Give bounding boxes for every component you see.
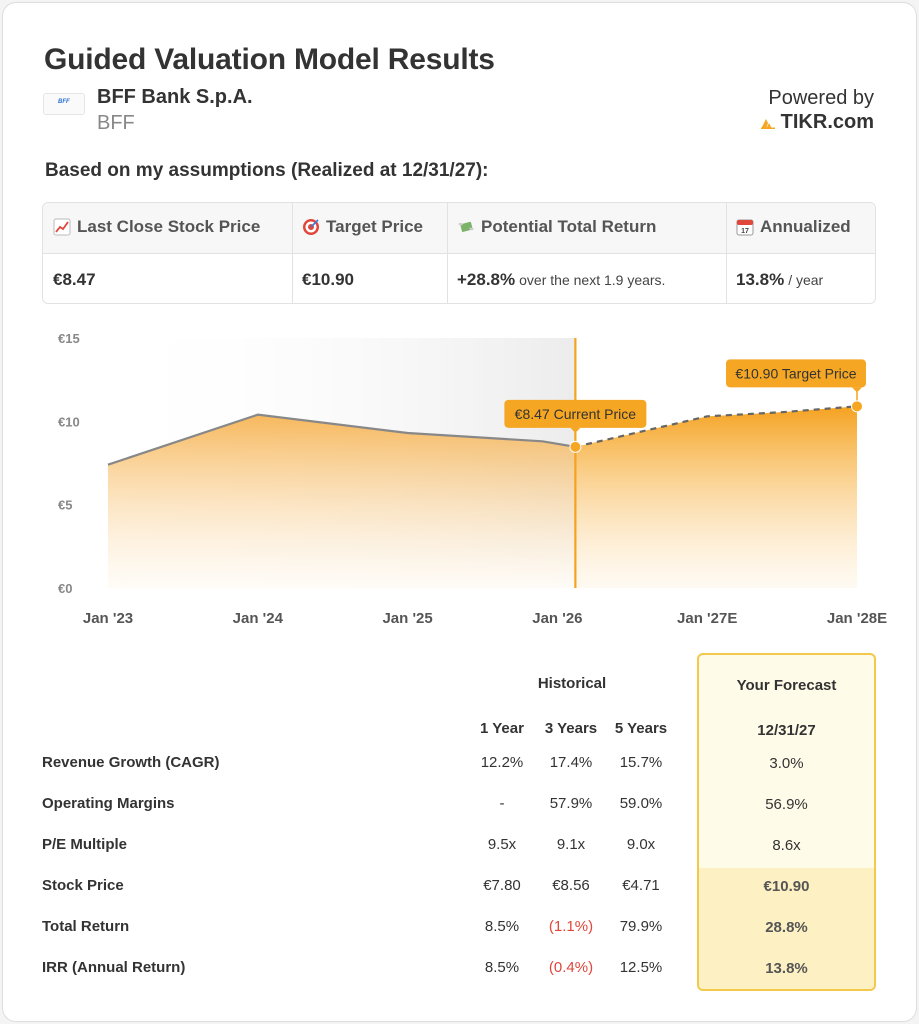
stat-value-annualized [736,270,823,290]
forecast-cell: €10.90 [763,878,810,895]
x-tick-label: Jan '25 [382,610,433,627]
stat-label-text: Potential Total Return [481,217,657,236]
forecast-cell: 28.8% [765,919,808,936]
table-cell: 9.5x [487,836,517,853]
forecast-table [0,640,919,1020]
table-cell: - [499,795,505,812]
x-tick-label: Jan '27E [677,610,738,627]
table-cell: €4.71 [622,877,660,894]
table-cell: 12.5% [619,959,663,976]
col-header-3y: 3 Years [544,720,598,737]
row-label: Stock Price [42,877,124,894]
annotation-point [852,401,863,412]
row-label: Revenue Growth (CAGR) [42,754,220,771]
stat-label-return [457,217,656,237]
table-cell: (1.1%) [548,918,594,935]
table-cell: 8.5% [484,959,520,976]
y-tick-label: €5 [58,497,73,513]
annotation-label: €10.90 Target Price [735,365,857,382]
stat-value-text: 13.8% [736,270,785,289]
stats-divider [447,203,448,303]
stat-label-annualized [736,217,851,237]
table-cell: €8.56 [552,877,590,894]
page-title: Guided Valuation Model Results [44,43,495,76]
forecast-header: Your Forecast [736,677,837,694]
brand-name: TIKR.com [780,111,874,133]
target-icon [302,218,320,236]
calendar-icon [736,218,754,236]
table-cell: 79.9% [619,918,663,935]
table-cell: 15.7% [619,754,663,771]
table-cell: €7.80 [483,877,521,894]
company-logo [43,93,85,115]
forecast-cell: 8.6x [772,837,801,854]
row-label: Total Return [42,918,130,935]
stat-value-return [457,270,665,290]
table-cell: 12.2% [480,754,524,771]
money-wings-icon [457,218,475,236]
x-tick-label: Jan '26 [532,610,583,627]
brand-link[interactable] [761,111,874,134]
x-tick-label: Jan '28E [826,610,888,627]
forecast-cell: 56.9% [765,796,808,813]
summary-stats [42,202,876,304]
price-chart [0,320,919,640]
table-cell: 9.1x [556,836,586,853]
company-ticker: BFF [97,112,135,134]
stat-label-text: Last Close Stock Price [77,217,261,236]
annotation-label: €8.47 Current Price [514,405,637,422]
forecast-area [575,406,857,588]
stats-divider [292,203,293,303]
forecast-cell: 3.0% [769,755,804,772]
historical-header: Historical [537,675,607,692]
col-header-1y: 1 Year [480,720,524,737]
stat-label-target [302,217,423,237]
y-tick-label: €15 [58,331,80,346]
row-label: Operating Margins [42,795,175,812]
tikr-logo-icon [761,117,775,129]
company-name: BFF Bank S.p.A. [97,86,253,108]
y-tick-label: €0 [58,581,73,596]
stat-value-last-close [53,270,96,290]
chart-increasing-icon [53,218,71,236]
stat-value-text: €8.47 [53,270,96,289]
stat-value-text: +28.8% [457,270,516,289]
assumptions-subtitle: Based on my assumptions (Realized at 12/31/27): [45,160,489,181]
stat-value-suffix: / year [788,272,824,288]
x-tick-label: Jan '24 [232,610,283,627]
col-header-5y: 5 Years [614,720,668,737]
svg-text:17: 17 [741,228,749,235]
annotation-point [570,441,581,452]
table-cell: (0.4%) [548,959,594,976]
company-logo-text: BFF [58,99,70,105]
x-tick-label: Jan '23 [82,610,134,627]
stat-label-text: Annualized [760,217,851,236]
forecast-cell: 13.8% [765,960,808,977]
table-cell: 57.9% [549,795,593,812]
stat-value-target [302,270,354,290]
row-label: P/E Multiple [42,836,128,853]
table-cell: 17.4% [549,754,593,771]
powered-by-label: Powered by [768,87,874,109]
y-tick-label: €10 [58,414,80,430]
annotation-pointer [852,387,862,392]
table-cell: 59.0% [619,795,663,812]
table-cell: 8.5% [484,918,520,935]
stat-label-last-close [53,217,260,237]
stat-value-text: €10.90 [302,270,354,289]
stats-divider [726,203,727,303]
row-label: IRR (Annual Return) [42,959,186,976]
stat-value-suffix: over the next 1.9 years. [519,272,666,288]
stat-label-text: Target Price [326,217,424,236]
forecast-column [697,653,876,991]
table-cell: 9.0x [626,836,656,853]
col-header-forecast-date: 12/31/27 [757,722,816,739]
